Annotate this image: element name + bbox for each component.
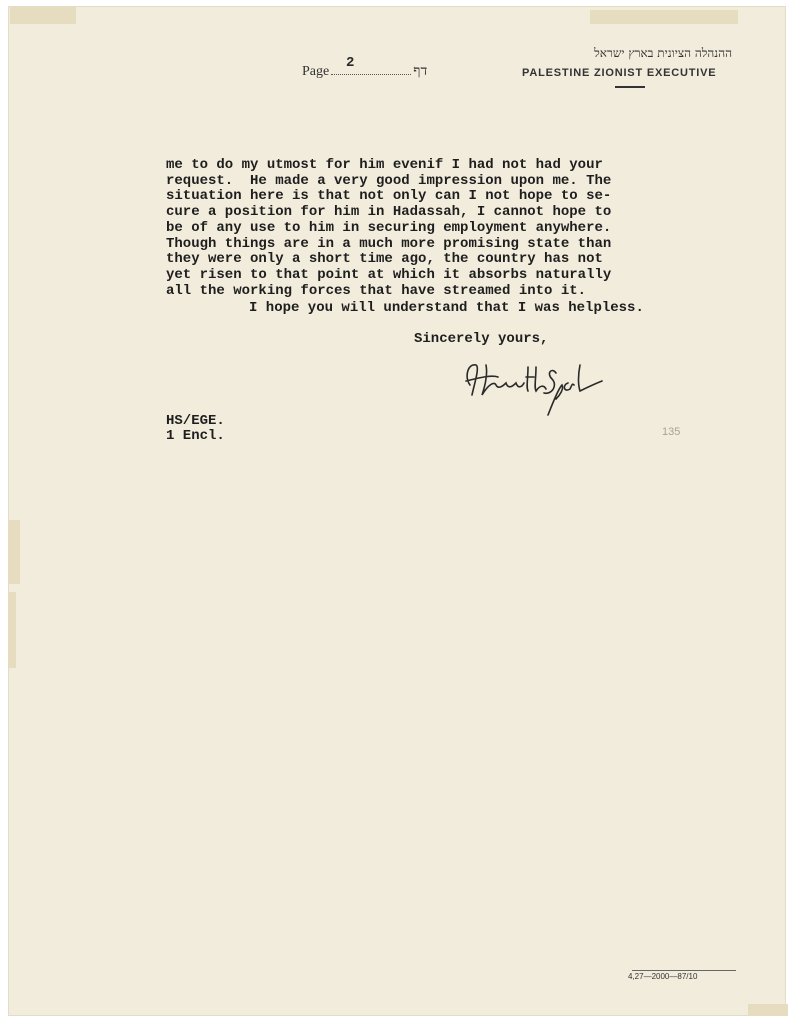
tape-left-margin-lower <box>8 592 16 668</box>
tape-bottom-right <box>748 1004 788 1016</box>
page-dotted-line <box>331 74 411 75</box>
body-line: be of any use to him in securing employment anywhere. <box>166 219 612 236</box>
page-label: Page <box>302 64 330 79</box>
form-code: 4,27—2000—87/10 <box>628 972 698 981</box>
body-line: request. He made a very good impression upon me. The <box>166 172 612 189</box>
body-line: all the working forces that have streamed into it. <box>166 282 587 299</box>
tape-top-right <box>590 10 738 24</box>
page-label-hebrew: דף <box>413 64 428 79</box>
reference-initials: HS/EGE. <box>166 413 225 429</box>
reference-block <box>166 414 225 444</box>
pencil-note: 135 <box>662 426 681 438</box>
body-line: yet risen to that point at which it absorbs naturally <box>166 266 612 283</box>
org-name: PALESTINE ZIONIST EXECUTIVE <box>522 67 717 79</box>
handwritten-signature <box>462 355 612 425</box>
valediction: Sincerely yours, <box>414 331 549 347</box>
enclosure-note: 1 Encl. <box>166 428 225 444</box>
page-label-line <box>302 64 427 80</box>
body-line: cure a position for him in Hadassah, I cannot hope to <box>166 204 612 221</box>
tape-left-margin <box>8 520 20 584</box>
org-name-hebrew: ההנהלה הציונית בארץ ישראל <box>594 46 732 60</box>
body-line: Though things are in a much more promising state than <box>166 235 612 252</box>
letter-body <box>166 158 726 299</box>
title-underline <box>615 86 645 88</box>
tape-top-left <box>10 6 76 24</box>
page-number: 2 <box>346 55 355 71</box>
body-line: me to do my utmost for him evenif I had not had your <box>166 157 603 173</box>
closing-line: I hope you will understand that I was helpless. <box>249 300 644 316</box>
body-line: situation here is that not only can I not hope to se- <box>166 188 612 205</box>
form-code-rule <box>632 970 736 971</box>
body-line: they were only a short time ago, the country has not <box>166 251 603 268</box>
